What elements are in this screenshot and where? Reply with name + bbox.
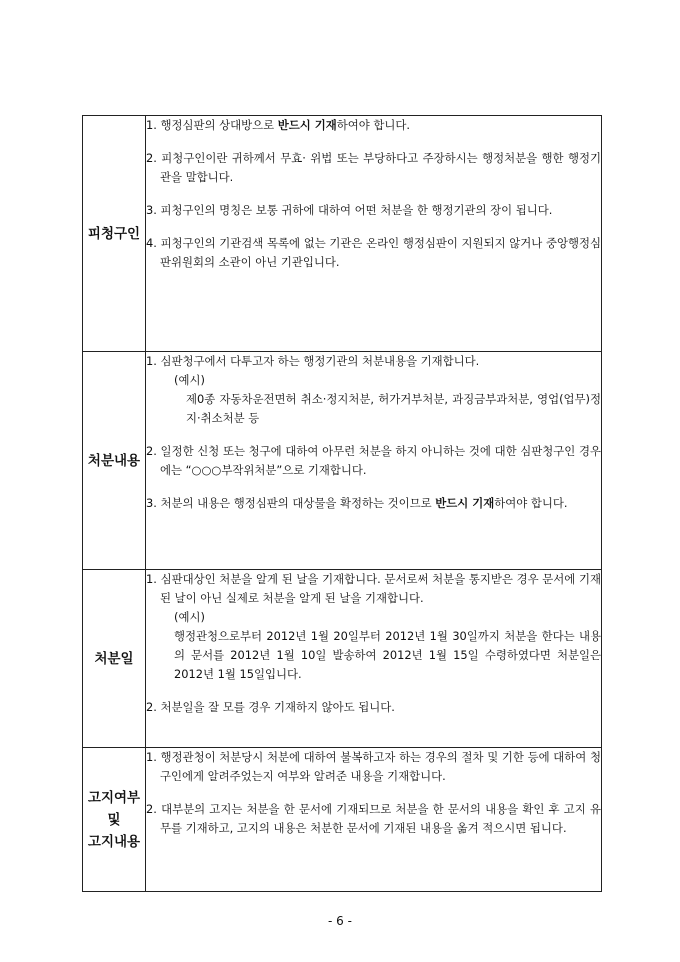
instruction-table xyxy=(82,115,602,892)
example-text: 행정관청으로부터 2012년 1월 20일부터 2012년 1월 30일까지 처분을 한다는 내용의 문서를 2012년 1월 10일 발송하여 2012년 1월 15일 수령하였다면 처분일은 2012년 1월 15일입니다. xyxy=(174,629,601,681)
table-row xyxy=(83,352,602,570)
table-row xyxy=(83,570,602,748)
example-block xyxy=(160,371,601,428)
list-item: 3. 피청구인의 명칭은 보통 귀하에 대하여 어떤 처분을 한 행정기관의 장이 됩니다. xyxy=(146,203,553,217)
example-label: (예시) xyxy=(174,610,205,624)
emphasis: 반드시 기재 xyxy=(277,118,337,132)
emphasis: 반드시 기재 xyxy=(435,496,495,510)
row-header: 처분내용 xyxy=(83,352,146,570)
row-content xyxy=(146,116,602,352)
row-header: 처분일 xyxy=(83,570,146,748)
example-block xyxy=(160,608,601,684)
row-content xyxy=(146,352,602,570)
list-item: 2. 피청구인이란 귀하께서 무효· 위법 또는 부당하다고 주장하시는 행정처분을 행한 행정기관을 말합니다. xyxy=(146,151,601,184)
list-item: 1. 행정심판의 상대방으로 반드시 기재하여야 합니다. xyxy=(146,118,411,132)
example-text: 제0종 자동차운전면허 취소·정지처분, 허가거부처분, 과징금부과처분, 영업(업무)정지·취소처분 등 xyxy=(186,392,601,425)
row-content xyxy=(146,748,602,892)
row-header: 고지여부 및 고지내용 xyxy=(83,748,146,892)
list-item: 2. 처분일을 잘 모를 경우 기재하지 않아도 됩니다. xyxy=(146,700,395,714)
list-item: 1. 행정관청이 처분당시 처분에 대하여 불복하고자 하는 경우의 절차 및 기한 등에 대하여 청구인에게 알려주었는지 여부와 알려준 내용을 기재합니다. xyxy=(146,750,601,783)
list-item: 2. 일정한 신청 또는 청구에 대하여 아무런 처분을 하지 아니하는 것에 대한 심판청구인 경우에는 “○○○부작위처분”으로 기재합니다. xyxy=(146,444,601,477)
row-header: 피청구인 xyxy=(83,116,146,352)
table-row xyxy=(83,116,602,352)
list-item: 1. 심판청구에서 다투고자 하는 행정기관의 처분내용을 기재합니다. (예시) 제0종 자동차운전면허 취소·정지처분, 허가거부처분, 과징금부과처분, 영업(업무)정지·취소처분 등 xyxy=(146,352,601,428)
list-item: 3. 처분의 내용은 행정심판의 대상물을 확정하는 것이므로 반드시 기재하여야 합니다. xyxy=(146,496,568,510)
list-item: 1. 심판대상인 처분을 알게 된 날을 기재합니다. 문서로써 처분을 통지받은 경우 문서에 기재된 날이 아닌 실제로 처분을 알게 된 날을 기재합니다. (예시) 행정관청으로부터 2012년 1월 20일부터 2012년 1월 30일까지 처분을 한다는 내용의 문서를 2012년 1월 10일 발송하여 2012년 1월 15일 수령하였다면 처분일은 2012년 1월 15일입니다. xyxy=(146,570,601,684)
page-number: - 6 - xyxy=(328,914,352,928)
example-label: (예시) xyxy=(174,373,205,387)
list-item: 2. 대부분의 고지는 처분을 한 문서에 기재되므로 처분을 한 문서의 내용을 확인 후 고지 유무를 기재하고, 고지의 내용은 처분한 문서에 기재된 내용을 옮겨 적으시면 됩니다. xyxy=(146,802,601,835)
row-content xyxy=(146,570,602,748)
table-row xyxy=(83,748,602,892)
list-item: 4. 피청구인의 기관검색 목록에 없는 기관은 온라인 행정심판이 지원되지 않거나 중앙행정심판위원회의 소관이 아닌 기관입니다. xyxy=(146,236,601,269)
